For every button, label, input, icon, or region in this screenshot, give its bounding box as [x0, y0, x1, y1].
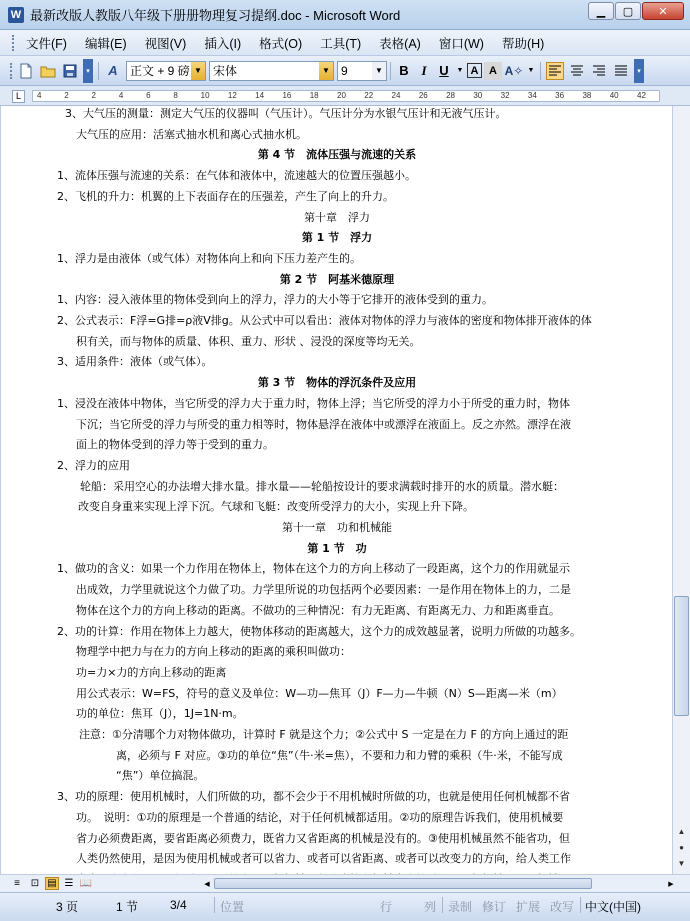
justify-button[interactable] — [612, 62, 630, 80]
ruler-tab-selector[interactable]: L — [12, 90, 25, 103]
vertical-scroll-thumb[interactable] — [674, 596, 689, 716]
status-page: 3 页 — [56, 900, 79, 914]
styles-icon: A — [108, 63, 118, 78]
document-line[interactable]: 人类仍然使用，是因为使用机械或者可以省力、或者可以省距离、或者可以改变力的方向，给人类工作 — [76, 852, 571, 866]
ruler-tick-label: 42 — [637, 91, 646, 100]
scroll-left-button[interactable]: ◀ — [204, 880, 210, 888]
align-right-button[interactable] — [590, 62, 608, 80]
document-line[interactable]: 改变自身重来实现上浮下沉。气球和飞艇：改变所受浮力的大小，实现上升下降。 — [78, 500, 474, 514]
document-line[interactable]: 轮船：采用空心的办法增大排水量。排水量——轮船按设计的要求满载时排开的水的质量。潜水艇： — [80, 479, 564, 493]
document-line[interactable]: 3、适用条件：液体（或气体）。 — [57, 355, 213, 369]
select-browse-object-button[interactable]: ▲ — [677, 826, 686, 836]
document-line[interactable]: 出成效，力学里就说这个力做了功。力学里所说的功包括两个必要因素：一是作用在物体上的力，二是 — [76, 583, 571, 597]
new-document-icon — [19, 63, 33, 79]
status-position: 位置 — [220, 900, 245, 914]
ruler-tick-label: 2 — [91, 91, 96, 100]
ruler-tick-label: 36 — [555, 91, 565, 100]
save-disk-icon — [63, 64, 77, 78]
maximize-icon: ▢ — [622, 5, 634, 18]
document-line[interactable]: 2、公式表示：F浮=G排=ρ液V排g。从公式中可以看出：液体对物体的浮力与液体的密度和物体排开液体的体 — [57, 314, 592, 327]
underline-options-chevron[interactable]: ▼ — [456, 67, 464, 74]
close-icon: ✕ — [658, 5, 668, 18]
status-line: 行 — [380, 900, 393, 914]
status-bar — [0, 892, 690, 921]
ruler-tick-label: 12 — [227, 91, 237, 100]
menu-format[interactable]: 格式(O) — [259, 36, 303, 51]
ruler-tick-label: 34 — [527, 91, 537, 100]
style-dropdown[interactable] — [126, 61, 206, 81]
align-center-icon — [571, 65, 583, 77]
document-line[interactable]: 1、内容：浸入液体里的物体受到向上的浮力，浮力的大小等于它排开的液体受到的重力。 — [57, 293, 493, 307]
document-page[interactable] — [1, 106, 673, 874]
toolbar-separator — [540, 62, 541, 80]
ruler-tick-label: 32 — [500, 91, 510, 100]
status-record[interactable]: 录制 — [448, 900, 473, 914]
document-line[interactable]: 省力必须费距离，要省距离必须费力，既省力又省距离的机械是没有的。③使用机械虽然不能省功，但 — [76, 831, 570, 845]
align-left-icon — [549, 65, 561, 77]
align-right-icon — [593, 65, 605, 77]
menu-view[interactable]: 视图(V) — [144, 36, 187, 51]
web-layout-view-button[interactable]: ⊡ — [30, 878, 40, 889]
toolbar-separator — [98, 62, 99, 80]
section-heading[interactable]: 第 3 节 物体的浮沉条件及应用 — [257, 376, 417, 390]
document-line[interactable]: 大气压的应用：活塞式抽水机和离心式抽水机。 — [76, 127, 307, 141]
document-line[interactable]: 1、流体压强与流速的关系：在气体和液体中，流速越大的位置压强越小。 — [57, 169, 416, 183]
toolbar-grip-handle[interactable] — [10, 63, 15, 79]
section-heading[interactable]: 第十一章 功和机械能 — [282, 521, 392, 534]
document-line[interactable]: 面上的物体受到的浮力等于受到的重力。 — [76, 438, 274, 452]
document-line[interactable]: 离，必须与 F 对应。③功的单位“焦”（牛·米=焦），不要和力和力臂的乘积（牛·米，不能写成 — [116, 748, 563, 762]
styles-pane-button[interactable] — [104, 62, 122, 80]
document-line[interactable]: 3、大气压的测量：测定大气压的仪器叫（气压计）。气压计分为水银气压计和无液气压计。 — [65, 107, 507, 120]
menu-help[interactable]: 帮助(H) — [501, 36, 545, 51]
document-line[interactable]: 3、功的原理：使用机械时，人们所做的功，都不会少于不用机械时所做的功，也就是使用任何机械都不省 — [57, 790, 570, 804]
align-left-button[interactable] — [546, 62, 564, 80]
ruler-tick-label: 4 — [37, 91, 42, 100]
ruler-track — [32, 90, 660, 102]
status-separator — [580, 897, 581, 913]
chevron-down-icon: ▼ — [319, 62, 333, 80]
title-bar — [0, 0, 690, 30]
status-track-changes[interactable]: 修订 — [482, 900, 507, 914]
horizontal-ruler[interactable] — [0, 86, 690, 106]
browse-object-icon[interactable]: ● — [679, 842, 684, 852]
text-effects-icon: A✧ — [504, 63, 524, 78]
text-effects-chevron[interactable]: ▼ — [527, 67, 535, 74]
status-section: 1 节 — [116, 900, 139, 914]
section-heading[interactable]: 第 1 节 浮力 — [301, 231, 373, 245]
font-size-dropdown[interactable] — [337, 61, 387, 81]
minimize-button[interactable] — [588, 2, 614, 20]
ruler-tick-label: 24 — [391, 91, 401, 100]
menu-window[interactable]: 窗口(W) — [438, 36, 484, 51]
status-overtype[interactable]: 改写 — [550, 900, 575, 914]
text-effects-button[interactable] — [505, 62, 523, 80]
ruler-tick-label: 10 — [200, 91, 210, 100]
document-line[interactable]: 功=力×力的方向上移动的距离 — [76, 665, 227, 679]
ruler-tick-label: 2 — [64, 91, 69, 100]
status-separator — [214, 897, 215, 913]
maximize-button[interactable] — [615, 2, 641, 20]
align-center-button[interactable] — [568, 62, 586, 80]
font-value: 宋体 — [213, 64, 238, 78]
document-line[interactable]: 1、做功的含义：如果一个力作用在物体上，物体在这个力的方向上移动了一段距离，这个力的作用就显示 — [57, 562, 570, 576]
horizontal-scrollbar-area — [0, 874, 690, 892]
toolbar-options-chevron[interactable]: ▾ — [83, 59, 93, 83]
bold-button[interactable]: B — [399, 63, 409, 78]
reading-layout-view-button[interactable]: 📖 — [79, 878, 93, 889]
document-line[interactable]: 物理学中把力与在力的方向上移动的距离的乘积叫做功： — [76, 645, 351, 659]
open-button[interactable] — [39, 62, 57, 80]
close-button[interactable] — [642, 2, 684, 20]
document-line[interactable]: 用公式表示：W=FS，符号的意义及单位：W—功—焦耳（J）F—力—牛顿（N）S—距离—米（m） — [76, 686, 563, 700]
font-color-button[interactable]: A — [484, 62, 502, 80]
ruler-tick-label: 14 — [255, 91, 265, 100]
window-title: 最新改版人教版八年级下册册物理复习提纲.doc - Microsoft Word — [30, 8, 401, 23]
menu-file[interactable]: 文件(F) — [26, 36, 67, 51]
print-layout-view-button[interactable]: ▤ — [45, 877, 59, 890]
section-heading[interactable]: 第 1 节 功 — [307, 541, 367, 555]
formatting-toolbar — [0, 56, 690, 86]
menu-bar — [0, 30, 690, 56]
font-size-value: 9 — [341, 63, 348, 78]
horizontal-scroll-thumb[interactable] — [214, 878, 592, 889]
status-column: 列 — [424, 900, 437, 914]
status-page-of: 3/4 — [170, 898, 187, 912]
menu-table[interactable]: 表格(A) — [379, 36, 421, 51]
ruler-tick-label: 18 — [309, 91, 319, 100]
document-line[interactable]: 下沉；当它所受的浮力与所受的重力相等时，物体悬浮在液体中或漂浮在液面上。反之亦然。漂浮在液 — [76, 417, 571, 431]
ruler-tick-label: 38 — [582, 91, 592, 100]
ruler-tick-label: 26 — [418, 91, 428, 100]
normal-view-button[interactable]: ≡ — [14, 878, 20, 889]
document-line[interactable]: 注意：①分清哪个力对物体做功，计算时 F 就是这个力；②公式中 S 一定是在力 F 的方向上通过的距 — [79, 728, 569, 741]
ruler-tick-label: 8 — [173, 91, 178, 100]
menu-edit[interactable]: 编辑(E) — [84, 36, 127, 51]
vertical-scrollbar[interactable] — [672, 106, 690, 874]
ruler-tick-label: 30 — [473, 91, 483, 100]
document-line[interactable]: 物体在这个力的方向上移动的距离。不做功的三种情况：有力无距离、有距离无力、力和距离垂直。 — [76, 603, 560, 617]
underline-button[interactable]: U — [439, 63, 449, 78]
ruler-tick-label: 6 — [146, 91, 151, 100]
document-line[interactable]: 2、浮力的应用 — [57, 458, 130, 472]
document-line[interactable]: 1、浮力是由液体（或气体）对物体向上和向下压力差产生的。 — [57, 251, 361, 265]
new-document-button[interactable] — [17, 62, 35, 80]
word-app-icon[interactable]: W — [8, 7, 24, 23]
next-page-button[interactable]: ▼ — [677, 858, 686, 868]
font-dropdown[interactable] — [209, 61, 334, 81]
minimize-icon: ▁ — [596, 5, 606, 18]
status-extend[interactable]: 扩展 — [516, 900, 541, 914]
outline-view-button[interactable]: ☰ — [64, 878, 74, 889]
document-line[interactable]: 2、飞机的升力：机翼的上下表面存在的压强差，产生了向上的升力。 — [57, 189, 394, 203]
section-heading[interactable]: 第 2 节 阿基米德原理 — [279, 272, 395, 286]
status-separator — [442, 897, 443, 913]
ruler-tick-label: 20 — [337, 91, 346, 100]
toolbar-overflow-chevron[interactable]: ▾ — [634, 59, 644, 83]
document-line[interactable]: “焦”）单位搞混。 — [116, 769, 205, 783]
section-heading[interactable]: 第十章 浮力 — [304, 210, 370, 224]
status-language: 中文(中国) — [585, 900, 641, 914]
document-line[interactable]: 1、浸没在液体中物体，当它所受的浮力大于重力时，物体上浮；当它所受的浮力小于所受的重力时，物体 — [57, 396, 570, 410]
section-heading[interactable]: 第 4 节 流体压强与流速的关系 — [257, 148, 417, 162]
save-button[interactable] — [61, 62, 79, 80]
document-line[interactable]: 积有关，而与物体的质量、体积、重力、形状 、浸没的深度等均无关。 — [76, 334, 421, 348]
justify-icon — [615, 65, 627, 77]
chevron-down-icon: ▼ — [191, 62, 205, 80]
menu-insert[interactable]: 插入(I) — [204, 36, 242, 51]
ruler-tick-label: 40 — [609, 91, 619, 100]
style-value: 正文 + 9 磅 — [130, 64, 190, 78]
toolbar-separator — [390, 62, 391, 80]
menu-tools[interactable]: 工具(T) — [320, 36, 362, 51]
document-line[interactable]: 2、功的计算：作用在物体上力越大，使物体移动的距离越大，这个力的成效越显著，说明力所做的功越多。 — [57, 624, 581, 638]
ruler-tick-label: 4 — [118, 91, 124, 100]
char-border-button[interactable]: A — [467, 63, 482, 78]
open-folder-icon — [40, 64, 56, 78]
ruler-tick-label: 16 — [282, 91, 292, 100]
ruler-tick-label: 28 — [446, 91, 455, 100]
ruler-tick-label: 22 — [364, 91, 374, 100]
italic-button[interactable]: I — [421, 62, 427, 78]
scroll-right-button[interactable]: ▶ — [668, 880, 674, 888]
document-line[interactable]: 功的单位：焦耳（J），1J=1N·m。 — [76, 707, 244, 721]
document-line[interactable]: 功。 说明：①功的原理是一个普通的结论，对于任何机械都适用。②功的原理告诉我们，使用机械要 — [76, 810, 564, 824]
chevron-down-icon: ▼ — [372, 62, 386, 80]
document-area[interactable] — [0, 106, 672, 874]
